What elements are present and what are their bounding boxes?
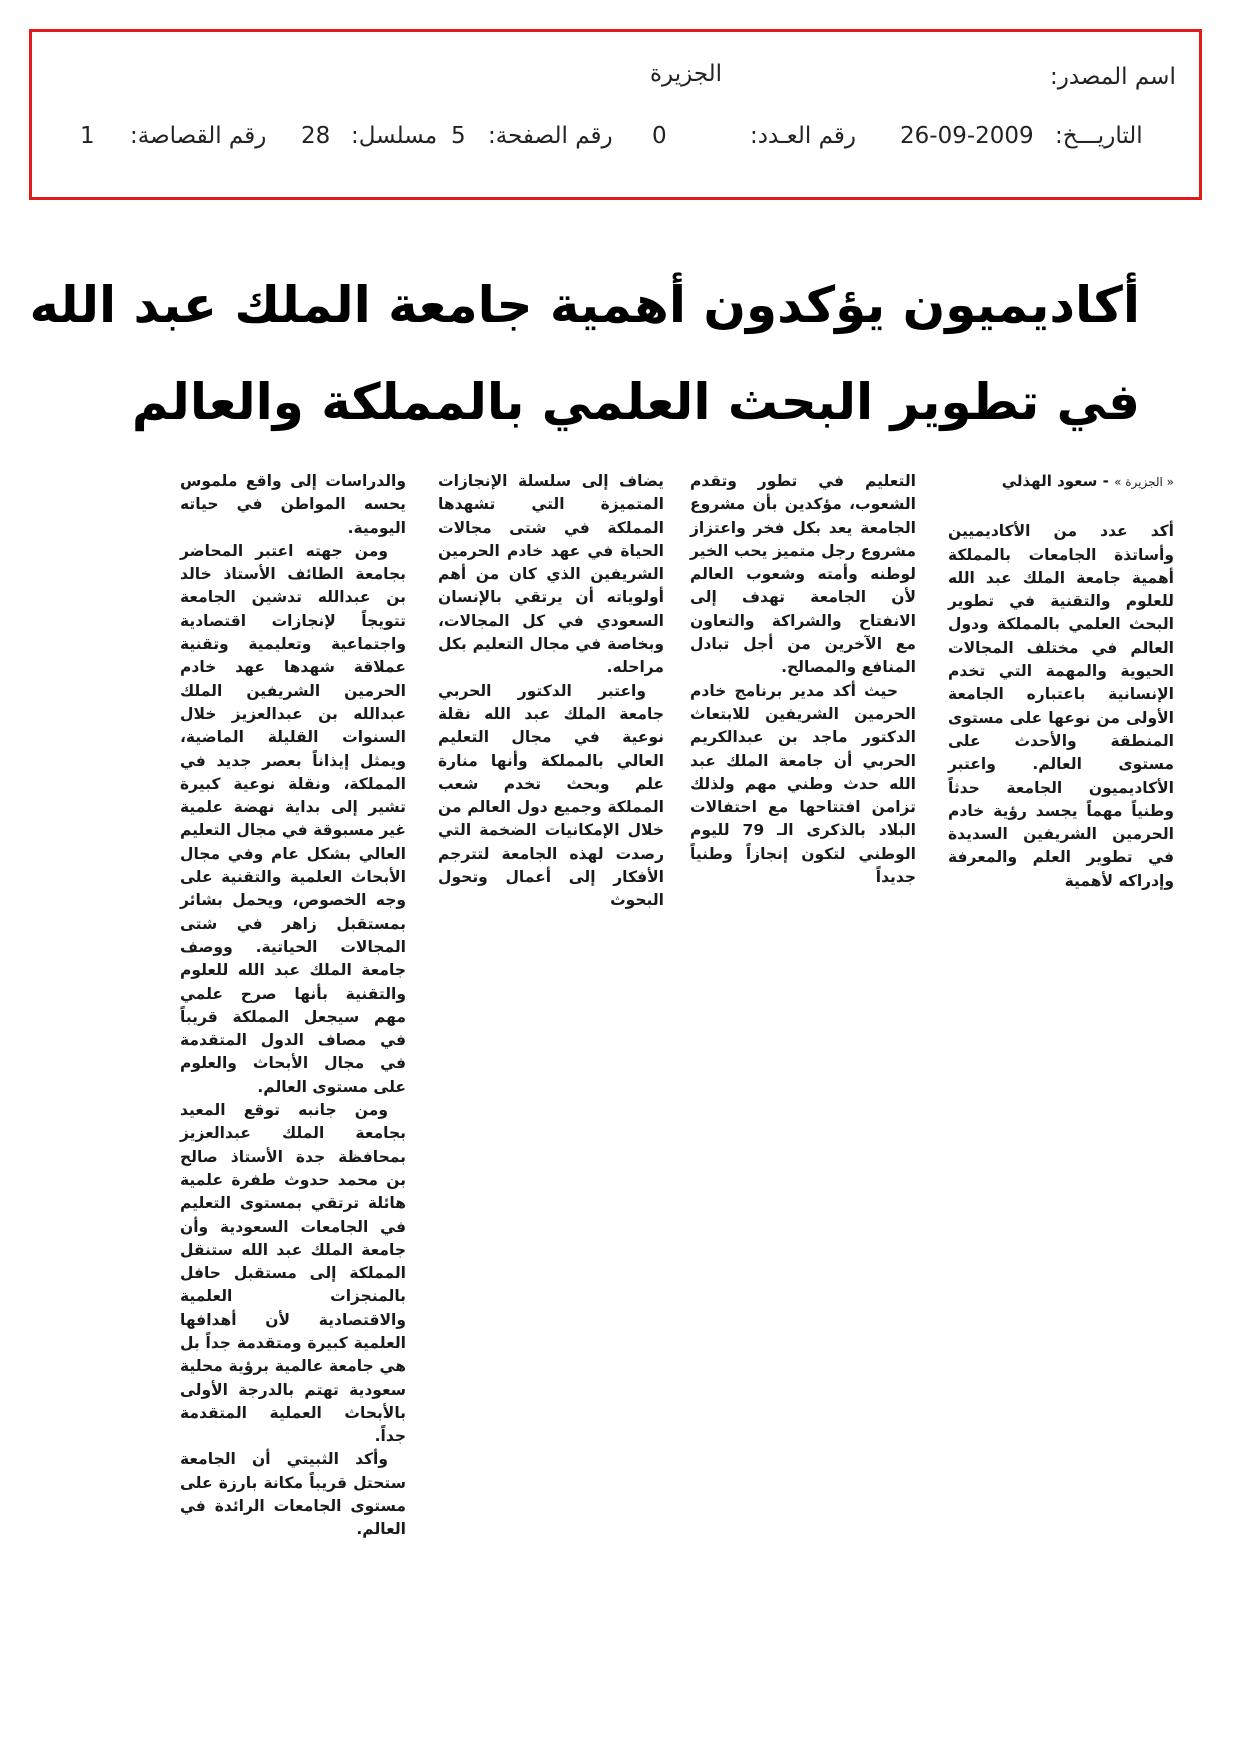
date-label: التاريـــخ: xyxy=(1055,123,1143,149)
article-column-2 xyxy=(690,470,916,889)
paragraph: أكد عدد من الأكاديميين وأساتذة الجامعات بالمملكة أهمية جامعة الملك عبد الله للعلوم والتقنية في تطوير البحث العلمي بالمملكة ودول العالم في مختلف المجالات الحيوية والمهمة التي تخدم الإنسانية باعتباره الجامعة الأولى من نوعها على مستوى المنطقة والأحدث على مستوى العالم. واعتبر الأكاديميون الجامعة حدثاً وطنياً مهماً يجسد رؤية خادم الحرمين الشريفين السديدة في تطوير العلم والمعرفة وإدراكه لأهمية xyxy=(948,522,1174,890)
clip-label: رقم القصاصة: xyxy=(130,123,267,149)
article-column-4 xyxy=(180,470,406,1542)
headline-line-1: أكاديميون يؤكدون أهمية جامعة الملك عبد الله xyxy=(29,276,1140,334)
article-column-3 xyxy=(438,470,664,913)
byline-author: - سعود الهذلي xyxy=(1001,472,1109,490)
source-value: الجزيرة xyxy=(650,61,723,87)
source-label: اسم المصدر: xyxy=(1050,64,1176,90)
paragraph: ومن جهته اعتبر المحاضر بجامعة الطائف الأستاذ خالد بن عبدالله تدشين الجامعة تتويجاً لإنجازات اقتصادية واجتماعية وتعليمية وتقنية عملاقة شهدها عهد خادم الحرمين الشريفين الملك عبدالله بن عبدالعزيز خلال السنوات القليلة الماضية، ويمثل إيذاناً بعصر جديد في المملكة، ونقلة نوعية كبيرة تشير إلى بداية نهضة علمية غير مسبوقة في مجال التعليم العالي بشكل عام وفي مجال الأبحاث العلمية والتقنية على وجه الخصوص، ويحمل بشائر بمستقبل زاهر في شتى المجالات الحياتية. ووصف جامعة الملك عبد الله للعلوم والتقنية بأنها صرح علمي مهم سيجعل المملكة قريباً في مصاف الدول المتقدمة في مجال الأبحاث والعلوم على مستوى العالم. xyxy=(180,541,406,1096)
paragraph: التعليم في تطور وتقدم الشعوب، مؤكدين بأن مشروع الجامعة يعد بكل فخر واعتزاز مشروع رجل متميز يحب الخير لوطنه وأمته وشعوب العالم لأن الجامعة تهدف إلى الانفتاح والشراكة والتعاون مع الآخرين من أجل تبادل المنافع والمصالح. xyxy=(690,472,916,677)
paragraph: ومن جانبه توقع المعيد بجامعة الملك عبدالعزيز بمحافظة جدة الأستاذ صالح بن محمد حدوث طفرة علمية هائلة ترتقي بمستوى التعليم في الجامعات السعودية وأن جامعة الملك عبد الله ستنقل المملكة إلى مستقبل حافل بالمنجزات العلمية والاقتصادية لأن أهدافها العلمية كبيرة ومتقدمة جداً بل هي جامعة عالمية برؤية محلية سعودية تهتم بالدرجة الأولى بالأبحاث العملية المتقدمة جداً. xyxy=(180,1101,406,1446)
clipping-header-box xyxy=(29,29,1202,200)
byline xyxy=(948,470,1174,494)
issue-label: رقم العـدد: xyxy=(750,123,857,149)
byline-source: « الجزيرة » xyxy=(1114,475,1174,489)
page-value: 5 xyxy=(451,123,466,149)
issue-value: 0 xyxy=(652,123,667,149)
paragraph: وأكد الثبيتي أن الجامعة ستحتل قريباً مكانة بارزة على مستوى الجامعات الرائدة في العالم. xyxy=(180,1450,406,1539)
paragraph: حيث أكد مدير برنامج خادم الحرمين الشريفين للابتعاث الدكتور ماجد بن عبدالكريم الحربي أن جامعة الملك عبد الله حدث وطني مهم ولذلك تزامن افتتاحها مع احتفالات البلاد بالذكرى الـ 79 لليوم الوطني لتكون إنجازاً وطنياً جديداً xyxy=(690,681,916,887)
paragraph: والدراسات إلى واقع ملموس يحسه المواطن في حياته اليومية. xyxy=(180,472,406,537)
headline-line-2: في تطوير البحث العلمي بالمملكة والعالم xyxy=(131,373,1140,431)
paragraph: واعتبر الدكتور الحربي جامعة الملك عبد الله نقلة نوعية في مجال التعليم العالي بالمملكة وأنها منارة علم وبحث تخدم شعب المملكة وجميع دول العالم من خلال الإمكانيات الضخمة التي رصدت لهذه الجامعة لتترجم الأفكار إلى أعمال وتحول البحوث xyxy=(438,681,664,910)
serial-label: مسلسل: xyxy=(351,123,438,149)
date-value: 26-09-2009 xyxy=(900,123,1034,149)
article-column-1 xyxy=(948,470,1174,893)
paragraph: يضاف إلى سلسلة الإنجازات المتميزة التي تشهدها المملكة في شتى مجالات الحياة في عهد خادم الحرمين الشريفين الذي كان من أهم أولوياته أن يرتقي بالإنسان السعودي في كل المجالات، وبخاصة في مجال التعليم بكل مراحله. xyxy=(438,472,664,677)
serial-value: 28 xyxy=(301,123,331,149)
page-label: رقم الصفحة: xyxy=(488,123,613,149)
clip-value: 1 xyxy=(80,123,95,149)
